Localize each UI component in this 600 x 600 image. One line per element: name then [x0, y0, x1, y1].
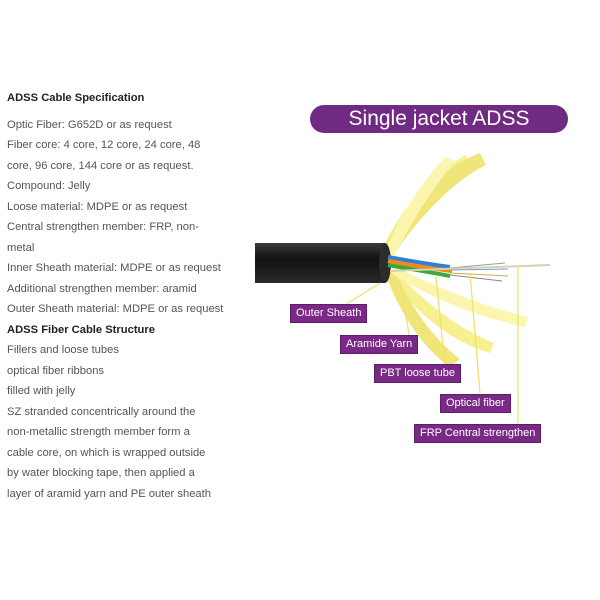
spec-line: Fiber core: 4 core, 12 core, 24 core, 48 — [7, 139, 201, 151]
label-aramide-yarn: Aramide Yarn — [340, 335, 418, 354]
optical-fibers — [450, 263, 508, 281]
spec-line: Inner Sheath material: MDPE or as request — [7, 262, 221, 274]
outer-sheath-body — [255, 243, 385, 283]
structure-line: SZ stranded concentrically around the — [7, 405, 196, 418]
spec-text-block — [7, 88, 247, 504]
structure-line: optical fiber ribbons — [7, 364, 105, 377]
structure-line: non-metallic strength member form a — [7, 426, 190, 438]
structure-heading: ADSS Fiber Cable Structure — [7, 323, 155, 336]
structure-line: Fillers and loose tubes — [7, 344, 119, 356]
structure-line: cable core, on which is wrapped outside — [7, 446, 206, 459]
spec-heading: ADSS Cable Specification — [7, 92, 145, 104]
structure-line: filled with jelly — [7, 385, 76, 397]
spec-line: core, 96 core, 144 core or as request. — [7, 159, 194, 172]
spec-line: Outer Sheath material: MDPE or as request — [7, 303, 224, 315]
label-outer-sheath: Outer Sheath — [290, 304, 367, 323]
structure-line: by water blocking tape, then applied a — [7, 467, 195, 479]
cable-diagram — [250, 95, 600, 455]
cable-illustration — [250, 95, 600, 455]
spec-line: Compound: Jelly — [7, 180, 91, 192]
label-optical-fiber: Optical fiber — [440, 394, 511, 413]
spec-line: Optic Fiber: G652D or as request — [7, 118, 172, 131]
spec-line: metal — [7, 241, 35, 254]
figure-title: Single jacket ADSS — [310, 105, 568, 133]
label-frp-central: FRP Central strengthen — [414, 424, 541, 443]
label-pbt-loose-tube: PBT loose tube — [374, 364, 461, 383]
spec-line: Additional strengthen member: aramid — [7, 282, 197, 295]
structure-line: layer of aramid yarn and PE outer sheath — [7, 487, 211, 500]
spec-line: Central strengthen member: FRP, non- — [7, 221, 199, 233]
spec-line: Loose material: MDPE or as request — [7, 200, 188, 213]
